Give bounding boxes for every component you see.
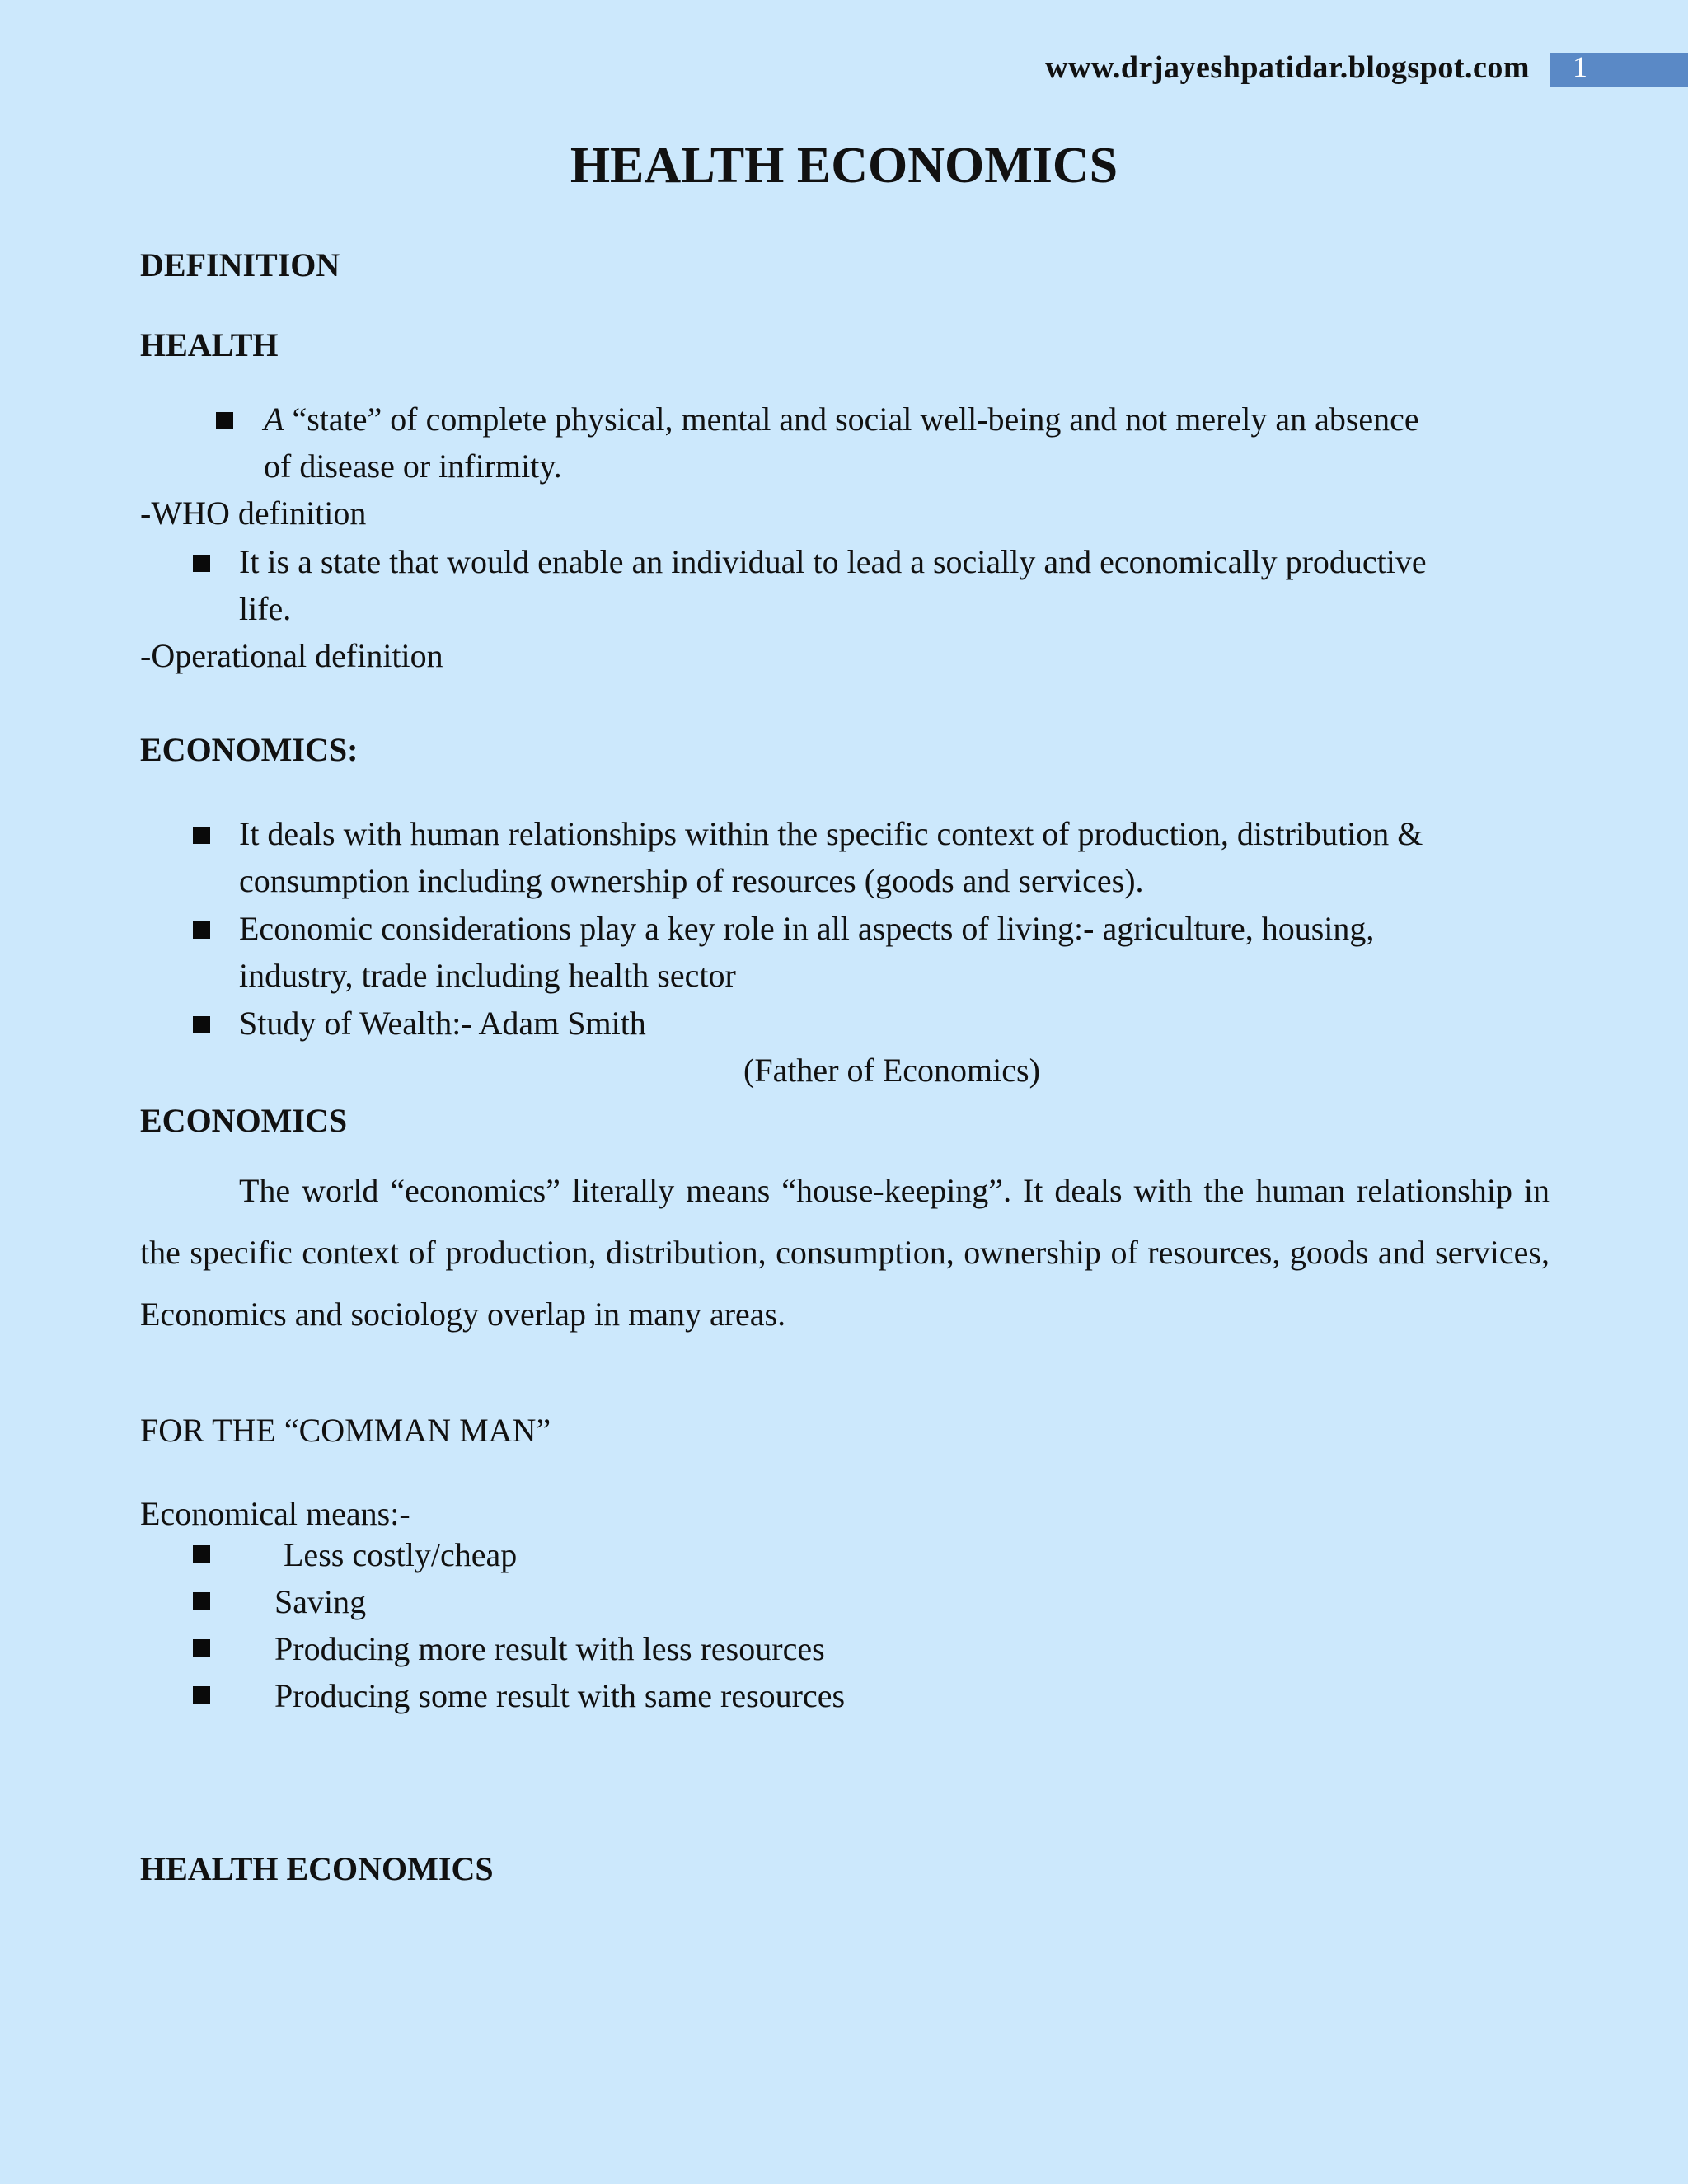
- health-bullet-2-line-2: life.: [239, 590, 292, 627]
- health-bullet-1-rest: “state” of complete physical, mental and social well-being and not merely an absence: [284, 401, 1419, 438]
- common-man-item: Less costly/cheap: [284, 1536, 518, 1573]
- operational-definition-source: -Operational definition: [140, 637, 443, 674]
- economics-paragraph: [140, 1160, 1550, 1345]
- page-title: HEALTH ECONOMICS: [570, 138, 1118, 194]
- who-definition-source: -WHO definition: [140, 494, 367, 532]
- bullet-square-icon: [193, 1016, 210, 1033]
- bullet-square-icon: [193, 1686, 210, 1704]
- bullet-square-icon: [193, 827, 210, 844]
- health-bullet-1-line-1: [264, 396, 1419, 443]
- header-url: www.drjayeshpatidar.blogspot.com: [1045, 50, 1530, 85]
- father-of-economics-note: (Father of Economics): [743, 1052, 1040, 1089]
- health-economics-heading: HEALTH ECONOMICS: [140, 1850, 494, 1887]
- bullet-square-icon: [193, 1592, 210, 1610]
- common-man-item: Producing some result with same resources: [274, 1677, 846, 1714]
- definition-heading: DEFINITION: [140, 246, 340, 284]
- economics-bullet-3: Study of Wealth:- Adam Smith: [239, 1005, 646, 1042]
- bullet-square-icon: [193, 555, 210, 572]
- health-bullet-1-line-2: of disease or infirmity.: [264, 448, 562, 485]
- economics-heading-2: ECONOMICS: [140, 1102, 348, 1139]
- bullet-square-icon: [216, 412, 233, 429]
- common-man-item: Producing more result with less resources: [274, 1630, 825, 1667]
- bullet-square-icon: [193, 1545, 210, 1563]
- bullet-square-icon: [193, 1639, 210, 1657]
- page-number-badge: [1550, 50, 1688, 87]
- common-man-heading: FOR THE “COMMAN MAN”: [140, 1412, 551, 1449]
- bullet-square-icon: [193, 921, 210, 939]
- health-heading: HEALTH: [140, 326, 279, 363]
- health-bullet-1-italic: A: [264, 401, 284, 438]
- economics-bullet-2-line-2: industry, trade including health sector: [239, 957, 736, 994]
- health-bullet-2-line-1: It is a state that would enable an individual to lead a socially and economically productive: [239, 543, 1427, 580]
- economics-bullet-1-line-2: consumption including ownership of resources (goods and services).: [239, 862, 1144, 899]
- page-number: 1: [1573, 50, 1587, 83]
- economical-means-intro: Economical means:-: [140, 1495, 410, 1532]
- economics-bullet-2-line-1: Economic considerations play a key role in all aspects of living:- agriculture, housing,: [239, 910, 1375, 947]
- common-man-item: Saving: [274, 1583, 367, 1620]
- economics-bullet-1-line-1: It deals with human relationships within the specific context of production, distribution &: [239, 815, 1423, 852]
- economics-paragraph-text: The world “economics” literally means “house-keeping”. It deals with the human relationship in the specific context of production, distribution, consumption, ownership of resources, goods and services, Economics and sociology overlap in many areas.: [140, 1172, 1550, 1333]
- economics-heading: ECONOMICS:: [140, 731, 359, 768]
